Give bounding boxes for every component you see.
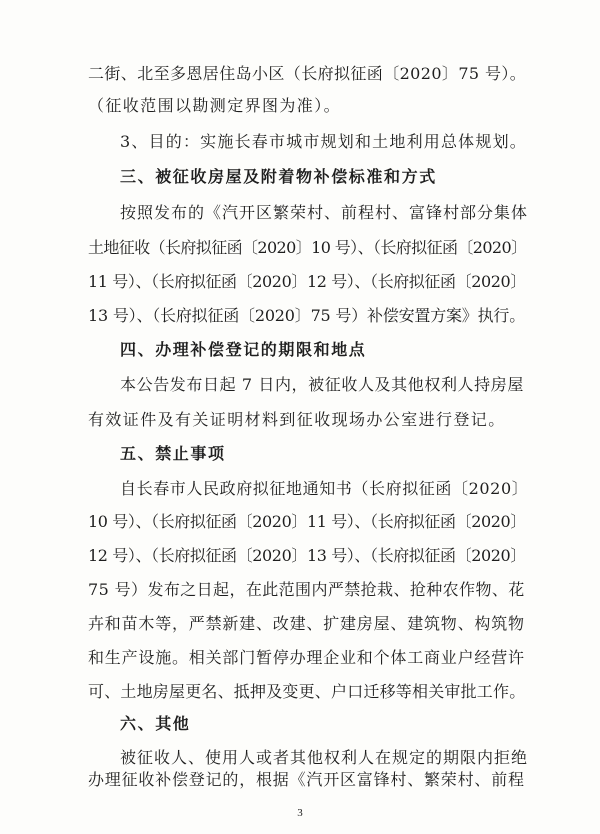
section-heading-5: 五、禁止事项 (120, 444, 226, 463)
text-line-14: 10 号）、（长府拟征函〔2020〕11 号）、（长府拟征函〔2020〕 (88, 512, 526, 531)
text-line-10: 本公告发布日起 7 日内，被征收人及其他权利人持房屋 (120, 375, 524, 394)
text-line-19: 可、土地房屋更名、抵押及变更、户口迁移等相关审批工作。 (88, 682, 526, 701)
text-line-1: 二街、北至多恩居住岛小区（长府拟征函〔2020〕75 号）。 (88, 64, 527, 83)
text-line-7: 11 号）、（长府拟征函〔2020〕12 号）、（长府拟征函〔2020〕 (88, 272, 526, 291)
section-heading-3: 三、被征收房屋及附着物补偿标准和方式 (120, 167, 437, 186)
text-line-22: 办理征收补偿登记的，根据《汽开区富锋村、繁荣村、前程 (88, 770, 525, 789)
text-line-2: （征收范围以勘测定界图为准）。 (88, 96, 342, 115)
text-line-16: 75 号）发布之日起，在此范围内严禁抢栽、抢种农作物、花 (88, 580, 525, 599)
text-line-6: 土地征收（长府拟征函〔2020〕10 号）、（长府拟征函〔2020〕 (88, 238, 527, 257)
text-line-15: 12 号）、（长府拟征函〔2020〕13 号）、（长府拟征函〔2020〕 (88, 546, 526, 565)
section-heading-6: 六、其他 (120, 714, 191, 733)
text-line-5: 按照发布的《汽开区繁荣村、前程村、富锋村部分集体 (120, 203, 529, 222)
text-line-18: 和生产设施。相关部门暂停办理企业和个体工商业户经营许 (88, 648, 525, 667)
text-line-8: 13 号）、（长府拟征函〔2020〕75 号）补偿安置方案》执行。 (88, 306, 526, 325)
page-number: 3 (297, 807, 303, 819)
section-heading-4: 四、办理补偿登记的期限和地点 (120, 340, 367, 359)
text-line-3: 3、目的：实施长春市城市规划和土地利用总体规划。 (120, 132, 527, 151)
text-line-21: 被征收人、使用人或者其他权利人在规定的期限内拒绝 (120, 748, 529, 767)
text-line-11: 有效证件及有关证明材料到征收现场办公室进行登记。 (88, 410, 506, 429)
text-line-13: 自长春市人民政府拟征地通知书（长府拟征函〔2020〕 (120, 479, 529, 498)
text-line-17: 卉和苗木等，严禁新建、改建、扩建房屋、建筑物、构筑物 (88, 614, 525, 633)
